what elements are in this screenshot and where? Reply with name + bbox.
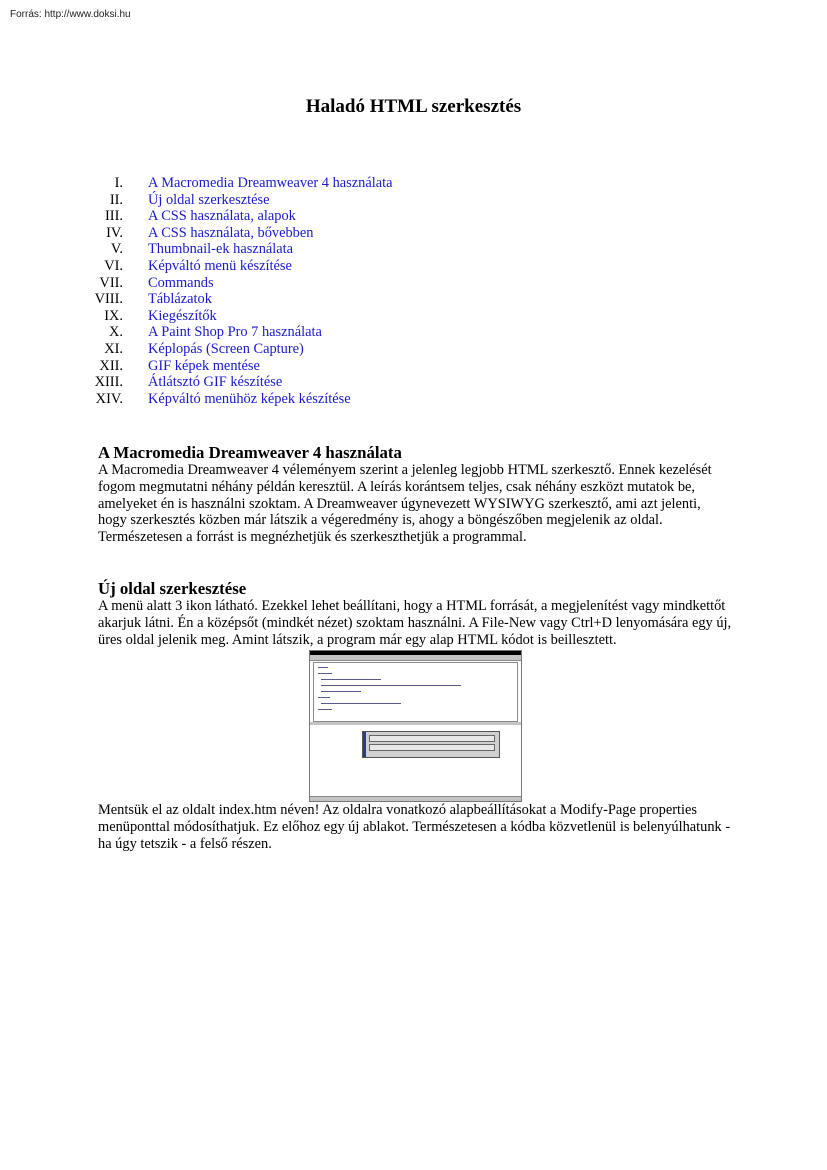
toc-link[interactable]: Képváltó menü készítése bbox=[148, 257, 292, 274]
page-title: Haladó HTML szerkesztés bbox=[305, 96, 522, 117]
section-heading: Új oldal szerkesztése bbox=[98, 579, 247, 598]
section-paragraph: A menü alatt 3 ikon látható. Ezekkel lehet beállítani, hogy a HTML forrását, a megjelenítést vagy mindkettőt akarjuk látni. Én a középsőt (mindkét nézet) szoktam használni. A File-New vagy Ctrl+D lenyomására egy új, üres oldal jelenik meg. Amint látszik, a program már egy alap HTML kódot is beillesztett. bbox=[98, 598, 732, 648]
toc-link[interactable]: Thumbnail-ek használata bbox=[148, 241, 294, 258]
toc-link[interactable]: Képváltó menühöz képek készítése bbox=[148, 390, 351, 407]
section-heading: A Macromedia Dreamweaver 4 használata bbox=[98, 443, 402, 462]
toc-link[interactable]: Táblázatok bbox=[148, 291, 212, 308]
toc-item bbox=[85, 391, 393, 408]
toc-item bbox=[85, 341, 393, 358]
toc-number: XI. bbox=[104, 340, 123, 357]
toc-number: V. bbox=[110, 241, 123, 258]
code-line bbox=[318, 709, 332, 710]
panel-row bbox=[369, 735, 495, 742]
toc-link[interactable]: A Paint Shop Pro 7 használata bbox=[148, 324, 322, 341]
toc-number: I. bbox=[114, 175, 123, 191]
toc-item bbox=[85, 291, 393, 308]
toc-link[interactable]: A Macromedia Dreamweaver 4 használata bbox=[148, 175, 393, 191]
toc-number: XIII. bbox=[94, 374, 123, 391]
toc-link[interactable]: A CSS használata, alapok bbox=[148, 208, 296, 225]
toc-item bbox=[85, 374, 393, 391]
toc-item bbox=[85, 208, 393, 225]
code-line bbox=[318, 697, 330, 698]
code-line bbox=[321, 685, 461, 686]
toc-item bbox=[85, 241, 393, 258]
screenshot-splitter bbox=[310, 722, 521, 725]
toc-number: XIV. bbox=[95, 390, 123, 407]
toc-number: X. bbox=[109, 324, 123, 341]
section-paragraph: A Macromedia Dreamweaver 4 véleményem szerint a jelenleg legjobb HTML szerkesztő. Ennek kezelését fogom megmutatni néhány példán keresztül. A leírás korántsem teljes, csak néhány eszközt mutatok be, amelyeket én is használni szoktam. A Dreamweaver úgynevezett WYSIWYG szerkesztő, ami azt jelenti, hogy szerkesztés közben már látszik a végeredmény is, ahogy a böngészőben megjelenik az oldal. Természetesen a forrást is megnézhetjük és szerkeszthetjük a programmal. bbox=[98, 462, 712, 546]
code-line bbox=[318, 673, 332, 674]
toc-link[interactable]: Kiegészítők bbox=[148, 307, 217, 324]
screenshot-properties-panel bbox=[362, 731, 500, 758]
toc-link[interactable]: Átlátsztó GIF készítése bbox=[148, 374, 283, 391]
toc-item bbox=[85, 192, 393, 209]
toc-number: IV. bbox=[106, 224, 123, 241]
toc-item bbox=[85, 308, 393, 325]
code-line bbox=[321, 679, 381, 680]
code-line bbox=[318, 667, 328, 668]
toc-number: VI. bbox=[104, 257, 123, 274]
toc-item bbox=[85, 324, 393, 341]
toc-link[interactable]: A CSS használata, bővebben bbox=[148, 224, 314, 241]
toc-item bbox=[85, 275, 393, 292]
toc-number: II. bbox=[109, 191, 123, 208]
section-dreamweaver bbox=[98, 443, 733, 546]
screenshot-toolbar bbox=[310, 655, 521, 661]
toc-link[interactable]: Új oldal szerkesztése bbox=[148, 191, 270, 208]
screenshot-statusbar bbox=[310, 796, 521, 801]
dreamweaver-screenshot-image bbox=[309, 650, 522, 802]
toc-item bbox=[85, 225, 393, 242]
screenshot-code-pane bbox=[313, 662, 518, 722]
table-of-contents bbox=[85, 175, 393, 407]
panel-row bbox=[369, 744, 495, 751]
source-label: Forrás: http://www.doksi.hu bbox=[10, 9, 131, 20]
code-line bbox=[321, 703, 401, 704]
toc-link[interactable]: Képlopás (Screen Capture) bbox=[148, 340, 304, 357]
toc-link[interactable]: Commands bbox=[148, 274, 214, 291]
toc-number: VIII. bbox=[94, 291, 123, 308]
toc-number: XII. bbox=[99, 357, 123, 374]
code-line bbox=[321, 691, 361, 692]
section-new-page bbox=[98, 579, 733, 853]
toc-number: III. bbox=[105, 208, 123, 225]
toc-link[interactable]: GIF képek mentése bbox=[148, 357, 260, 374]
section-paragraph: Mentsük el az oldalt index.htm néven! Az oldalra vonatkozó alapbeállításokat a Modify-Page properties menüponttal módosíthatjuk. Ez előhoz egy új ablakot. Természetesen a kódba közvetlenül is belenyúlhatunk - ha úgy tetszik - a felső részen. bbox=[98, 802, 731, 852]
toc-number: IX. bbox=[104, 307, 123, 324]
toc-item bbox=[85, 258, 393, 275]
panel-titlebar bbox=[363, 732, 366, 757]
toc-item bbox=[85, 358, 393, 375]
toc-item bbox=[85, 175, 393, 192]
toc-number: VII. bbox=[99, 274, 123, 291]
